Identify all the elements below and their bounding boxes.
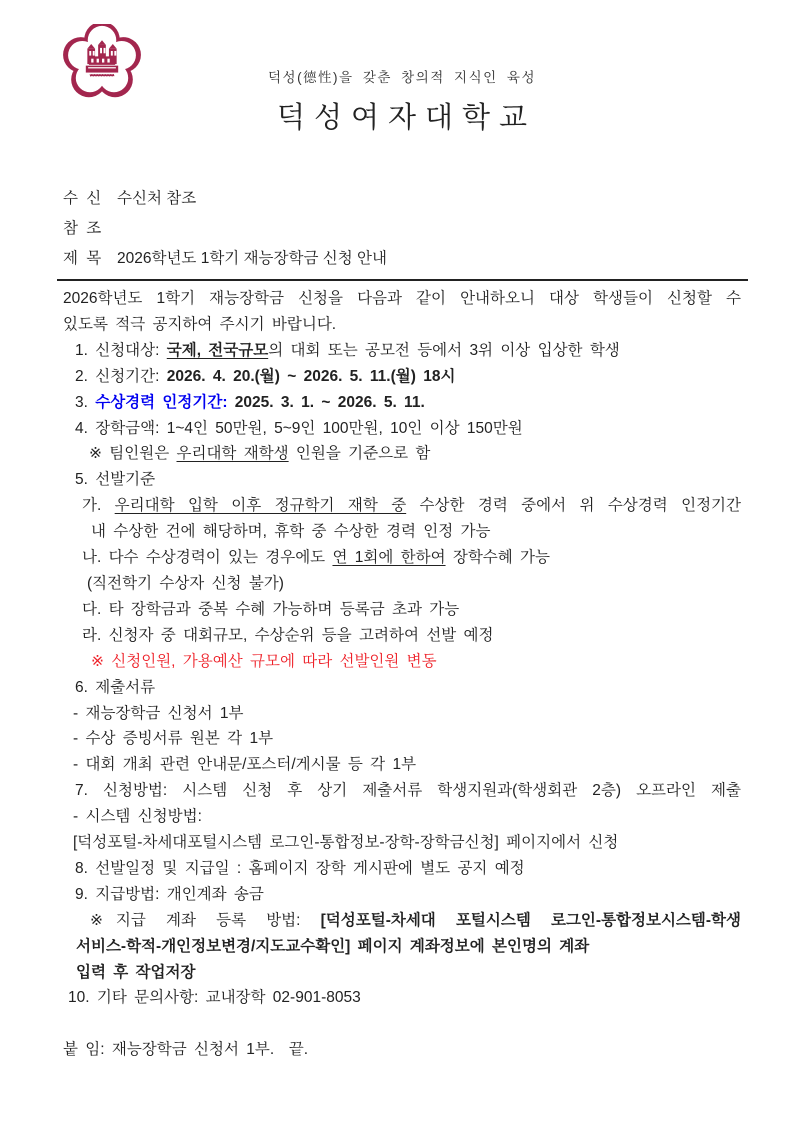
cc-label: 참 조: [63, 220, 104, 237]
item4-note-suffix: 인원을 기준으로 함: [288, 445, 431, 463]
list-item-6: 6. 제출서류: [75, 678, 156, 696]
item5-da: 다. 타 장학금과 중복 수혜 가능하며 등록금 초과 가능: [82, 600, 460, 618]
list-item-5: 5. 선발기준: [75, 471, 156, 489]
item1-prefix: 1. 신청대상:: [75, 341, 167, 359]
item5-ga-underline: 우리대학 입학 이후 정규학기 재학 중: [114, 497, 407, 515]
university-slogan: 덕성(德性)을 갖춘 창의적 지식인 육성: [267, 70, 537, 85]
item5-ga-line1: [63, 493, 741, 519]
item4-note: [63, 441, 741, 467]
list-item-10: 10. 기타 문의사항: 교내장학 02-901-8053: [68, 989, 361, 1007]
subject-label: 제 목: [63, 250, 104, 267]
item7-sub: - 시스템 신청방법:: [73, 808, 202, 826]
item6-doc-2: - 수상 증빙서류 원본 각 1부: [73, 730, 274, 748]
item9-note-line2: 서비스-학적-개인정보변경/지도교수확인] 페이지 계좌정보에 본인명의 계좌: [76, 937, 590, 955]
item5-na: [63, 545, 741, 571]
item5-na-note: (직전학기 수상자 신청 불가): [87, 574, 284, 592]
item5-ga-suffix: 수상한 경력 중에서 위 수상경력 인정기간: [406, 497, 741, 515]
item5-ga-prefix: 가.: [82, 497, 115, 515]
document-meta: [63, 184, 741, 274]
item9-note-bold: [덕성포털-차세대 포털시스템 로그인-통합정보시스템-학생: [320, 911, 741, 929]
intro-line-2: 있도록 적극 공지하여 주시기 바랍니다.: [63, 315, 337, 333]
intro-line-1: 2026학년도 1학기 재능장학금 신청을 다음과 같이 안내하오니 대상 학생들이 신청할 수: [63, 290, 741, 307]
item1-suffix: 의 대회 또는 공모전 등에서 3위 이상 입상한 학생: [268, 341, 620, 359]
item3-prefix: 3.: [75, 393, 96, 411]
item4-note-prefix: ※ 팀인원은: [89, 445, 177, 463]
subject-row: [63, 244, 741, 274]
subject-value: 2026학년도 1학기 재능장학금 신청 안내: [117, 250, 387, 267]
item5-warning: ※ 신청인원, 가용예산 규모에 따라 선발인원 변동: [91, 652, 437, 670]
university-name: 덕성여자대학교: [276, 102, 537, 134]
letterhead: [63, 0, 741, 136]
header-divider: [57, 279, 748, 281]
cc-row: [63, 214, 741, 244]
attachment-line: 붙 임: 재능장학금 신청서 1부. 끝.: [63, 1041, 309, 1059]
list-item-7: 7. 신청방법: 시스템 신청 후 상기 제출서류 학생지원과(학생회관 2층) 오프라인 제출: [75, 782, 741, 800]
item6-doc-1: - 재능장학금 신청서 1부: [73, 704, 244, 722]
list-item-4: 4. 장학금액: 1~4인 50만원, 5~9인 100만원, 10인 이상 150만원: [75, 419, 523, 437]
item2-prefix: 2. 신청기간:: [75, 367, 167, 385]
item1-emphasis: 국제, 전국규모: [166, 341, 269, 359]
item5-ra: 라. 신청자 중 대회규모, 수상순위 등을 고려하여 선발 예정: [82, 626, 494, 644]
recipient-row: [63, 184, 741, 214]
recipient-label: 수 신: [63, 190, 104, 207]
item5-ga-line2: 내 수상한 건에 해당하며, 휴학 중 수상한 경력 인정 가능: [91, 523, 491, 541]
item3-period: 2025. 3. 1. ~ 2026. 5. 11.: [227, 393, 425, 411]
item3-blue-label: 수상경력 인정기간:: [95, 393, 228, 411]
item5-na-suffix: 장학수혜 가능: [445, 549, 550, 567]
item7-path: [덕성포털-차세대포털시스템 로그인-통합정보-장학-장학금신청] 페이지에서 신청: [73, 834, 619, 852]
item5-na-prefix: 나. 다수 수상경력이 있는 경우에도: [82, 549, 333, 567]
recipient-value: 수신처 참조: [117, 190, 197, 207]
list-item-2: [63, 364, 741, 390]
item9-note-line1: [63, 908, 741, 934]
item2-period: 2026. 4. 20.(월) ~ 2026. 5. 11.(월) 18시: [166, 367, 456, 385]
item6-doc-3: - 대회 개최 관련 안내문/포스터/게시물 등 각 1부: [73, 756, 417, 774]
item9-note-prefix: ※지급 계좌 등록 방법:: [90, 911, 321, 929]
item9-note-line3: 입력 후 작업저장: [76, 963, 196, 981]
list-item-1: [63, 338, 741, 364]
list-item-8: 8. 선발일정 및 지급일 : 홈페이지 장학 게시판에 별도 공지 예정: [75, 859, 525, 877]
document-body: [63, 286, 741, 1011]
item5-na-underline: 연 1회에 한하여: [332, 549, 446, 567]
list-item-9: 9. 지급방법: 개인계좌 송금: [75, 885, 264, 903]
university-logo-icon: [63, 24, 141, 98]
list-item-3: [63, 390, 741, 416]
item4-note-underline: 우리대학 재학생: [176, 445, 289, 463]
